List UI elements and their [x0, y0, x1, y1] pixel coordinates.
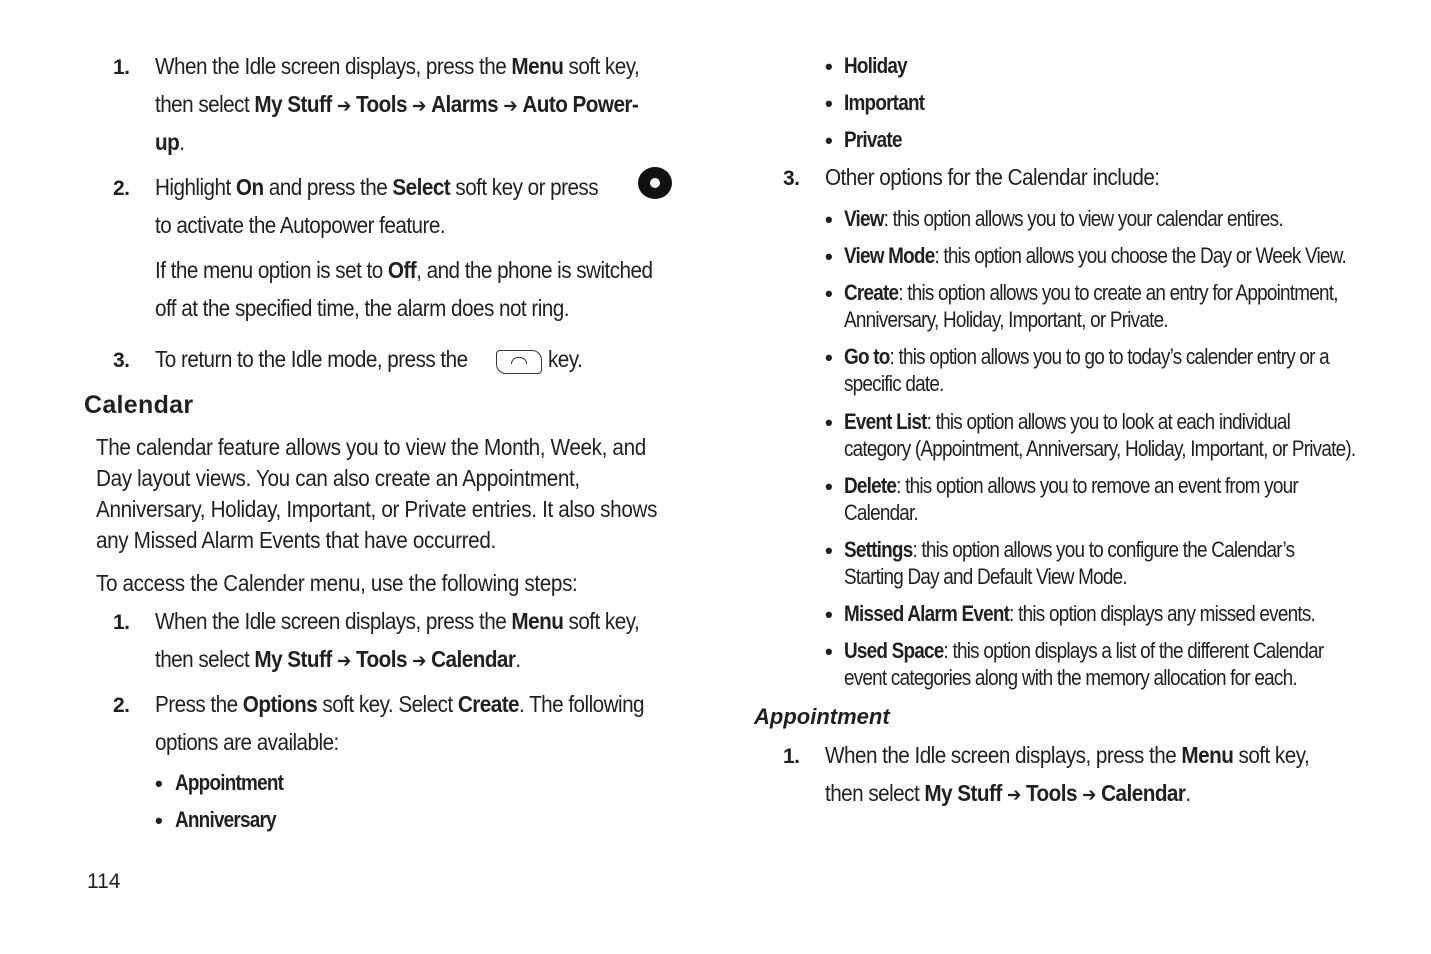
option-line: [844, 500, 918, 526]
bold-term: Menu: [1181, 742, 1234, 768]
step-text-line: [155, 729, 339, 756]
option-description: : this option allows you to configure the Calendar’s: [912, 537, 1295, 562]
text-run: .: [1185, 780, 1191, 806]
arrow-icon: ➔: [503, 95, 518, 117]
option-line: [844, 436, 1355, 462]
text-run: Press the: [155, 691, 243, 717]
bullet-item: Important: [844, 90, 925, 115]
text-run: Highlight: [155, 174, 236, 200]
page-number: 114: [87, 870, 121, 893]
option-description: Calendar.: [844, 500, 919, 525]
section-heading-appointment: Appointment: [754, 704, 890, 729]
step-note-line: [155, 257, 652, 284]
bullet-dot: •: [825, 410, 833, 435]
text-run: .: [515, 646, 521, 672]
bullet-dot: •: [825, 538, 833, 563]
option-line: [844, 307, 1168, 333]
step-number: 3.: [783, 167, 800, 190]
option-term: Missed Alarm Event: [844, 601, 1010, 626]
step-text-line: [155, 646, 521, 673]
access-line: To access the Calender menu, use the following steps:: [96, 570, 578, 596]
step-text-line: [155, 129, 184, 156]
option-description: category (Appointment, Anniversary, Holiday, Important, or Private).: [844, 436, 1356, 461]
text-run: , and the phone is switched: [416, 257, 653, 283]
text-run: If the menu option is set to: [155, 257, 388, 283]
option-term: View: [844, 206, 884, 231]
option-description: : this option allows you choose the Day or Week View.: [934, 243, 1347, 268]
option-line: [844, 638, 1323, 664]
option-line: [844, 280, 1338, 306]
arrow-icon: ➔: [412, 650, 426, 672]
option-line: [844, 473, 1298, 499]
option-line: [844, 665, 1297, 691]
bullet-item: Appointment: [175, 770, 284, 795]
text-run: When the Idle screen displays, press the: [825, 742, 1182, 768]
bold-term: Tools: [355, 646, 407, 672]
bullet-item: Holiday: [844, 53, 907, 78]
option-description: : this option allows you to view your calendar entires.: [883, 206, 1283, 231]
bold-term: Auto Power-: [522, 91, 639, 117]
option-line: [844, 371, 944, 397]
bullet-dot: •: [155, 808, 163, 833]
option-term: Event List: [844, 409, 927, 434]
option-line: [844, 601, 1315, 627]
option-description: : this option allows you to look at each individual: [926, 409, 1291, 434]
text-run: options are available:: [155, 729, 339, 755]
step-text-line: [155, 91, 638, 118]
step-text-line: [825, 742, 1309, 769]
step-text-line: [155, 346, 468, 373]
bullet-dot: •: [825, 602, 833, 627]
bold-term: up: [155, 129, 180, 155]
arrow-icon: ➔: [1006, 784, 1021, 806]
arrow-icon: ➔: [336, 650, 351, 672]
bullet-dot: •: [825, 639, 833, 664]
ok-key-icon: [638, 167, 672, 199]
bullet-dot: •: [825, 54, 833, 79]
option-term: View Mode: [844, 243, 935, 268]
option-term: Create: [844, 280, 899, 305]
bold-term: Calendar: [1101, 780, 1186, 806]
text-run: . The following: [519, 691, 645, 717]
step-text-line: [155, 174, 598, 201]
bold-term: Tools: [1025, 780, 1077, 806]
option-description: : this option allows you to go to today’s calender entry or a: [889, 344, 1329, 369]
text-run: off at the specified time, the alarm does not ring.: [155, 295, 569, 321]
end-key-icon: [496, 350, 542, 374]
step-text-line: [155, 212, 445, 239]
text-run: and press the: [263, 174, 393, 200]
arrow-icon: ➔: [336, 95, 351, 117]
option-description: specific date.: [844, 371, 944, 396]
option-description: : this option displays any missed events.: [1009, 601, 1316, 626]
option-line: [844, 409, 1290, 435]
bold-term: Options: [242, 691, 318, 717]
text-run: .: [179, 129, 185, 155]
bold-term: Select: [392, 174, 451, 200]
text-run: then select: [155, 646, 255, 672]
option-line: [844, 537, 1294, 563]
step-text-line: [548, 346, 582, 373]
text-run: soft key. Select: [317, 691, 458, 717]
step-text-line: Other options for the Calendar include:: [825, 164, 1160, 190]
option-line: [844, 243, 1346, 269]
step-number: 2.: [113, 694, 130, 717]
bold-term: Create: [457, 691, 520, 717]
bullet-dot: •: [825, 281, 833, 306]
text-run: soft key,: [563, 608, 640, 634]
bold-term: Menu: [511, 608, 564, 634]
step-note-line: [155, 295, 569, 322]
intro-line: any Missed Alarm Events that have occurred.: [96, 527, 496, 553]
option-line: [844, 206, 1283, 232]
option-line: [844, 564, 1127, 590]
intro-line: The calendar feature allows you to view the Month, Week, and: [96, 434, 646, 460]
text-run: to activate the Autopower feature.: [155, 212, 446, 238]
option-line: [844, 344, 1329, 370]
text-run: soft key,: [563, 53, 640, 79]
text-run: When the Idle screen displays, press the: [155, 608, 512, 634]
bullet-dot: •: [825, 207, 833, 232]
option-term: Go to: [844, 344, 890, 369]
bold-term: On: [235, 174, 264, 200]
option-description: Anniversary, Holiday, Important, or Private.: [844, 307, 1168, 332]
intro-line: Anniversary, Holiday, Important, or Private entries. It also shows: [96, 496, 658, 522]
bold-term: Alarms: [431, 91, 499, 117]
text-run: then select: [825, 780, 925, 806]
step-text-line: [825, 780, 1191, 807]
step-text-line: [155, 53, 639, 80]
option-description: : this option allows you to create an entry for Appointment,: [898, 280, 1338, 305]
bullet-dot: •: [825, 345, 833, 370]
option-description: Starting Day and Default View Mode.: [844, 564, 1127, 589]
option-term: Delete: [844, 473, 897, 498]
bullet-dot: •: [825, 128, 833, 153]
text-run: key.: [548, 346, 583, 372]
step-number: 1.: [113, 56, 130, 79]
step-text-line: [155, 608, 639, 635]
step-number: 3.: [113, 349, 130, 372]
bullet-dot: •: [825, 244, 833, 269]
option-term: Used Space: [844, 638, 944, 663]
text-run: soft key or press: [450, 174, 599, 200]
arrow-icon: ➔: [1082, 784, 1096, 806]
bold-term: My Stuff: [254, 646, 332, 672]
option-term: Settings: [844, 537, 913, 562]
bullet-item: Anniversary: [175, 807, 276, 832]
bullet-dot: •: [155, 771, 163, 796]
text-run: To return to the Idle mode, press the: [155, 346, 468, 372]
text-run: soft key,: [1233, 742, 1310, 768]
arrow-icon: ➔: [412, 95, 426, 117]
step-text-line: [155, 691, 644, 718]
step-number: 1.: [113, 611, 130, 634]
option-description: : this option allows you to remove an event from your: [896, 473, 1298, 498]
bold-term: My Stuff: [924, 780, 1002, 806]
bold-term: Calendar: [431, 646, 516, 672]
text-run: When the Idle screen displays, press the: [155, 53, 512, 79]
section-heading-calendar: Calendar: [84, 391, 194, 419]
bold-term: Menu: [511, 53, 564, 79]
text-run: then select: [155, 91, 255, 117]
bullet-dot: •: [825, 91, 833, 116]
intro-line: Day layout views. You can also create an Appointment,: [96, 465, 580, 491]
option-description: event categories along with the memory allocation for each.: [844, 665, 1297, 690]
bold-term: Off: [387, 257, 417, 283]
option-description: : this option displays a list of the different Calendar: [943, 638, 1324, 663]
bullet-item: Private: [844, 127, 902, 152]
bold-term: My Stuff: [254, 91, 332, 117]
bold-term: Tools: [355, 91, 407, 117]
step-number: 2.: [113, 177, 130, 200]
step-number: 1.: [783, 745, 800, 768]
bullet-dot: •: [825, 474, 833, 499]
